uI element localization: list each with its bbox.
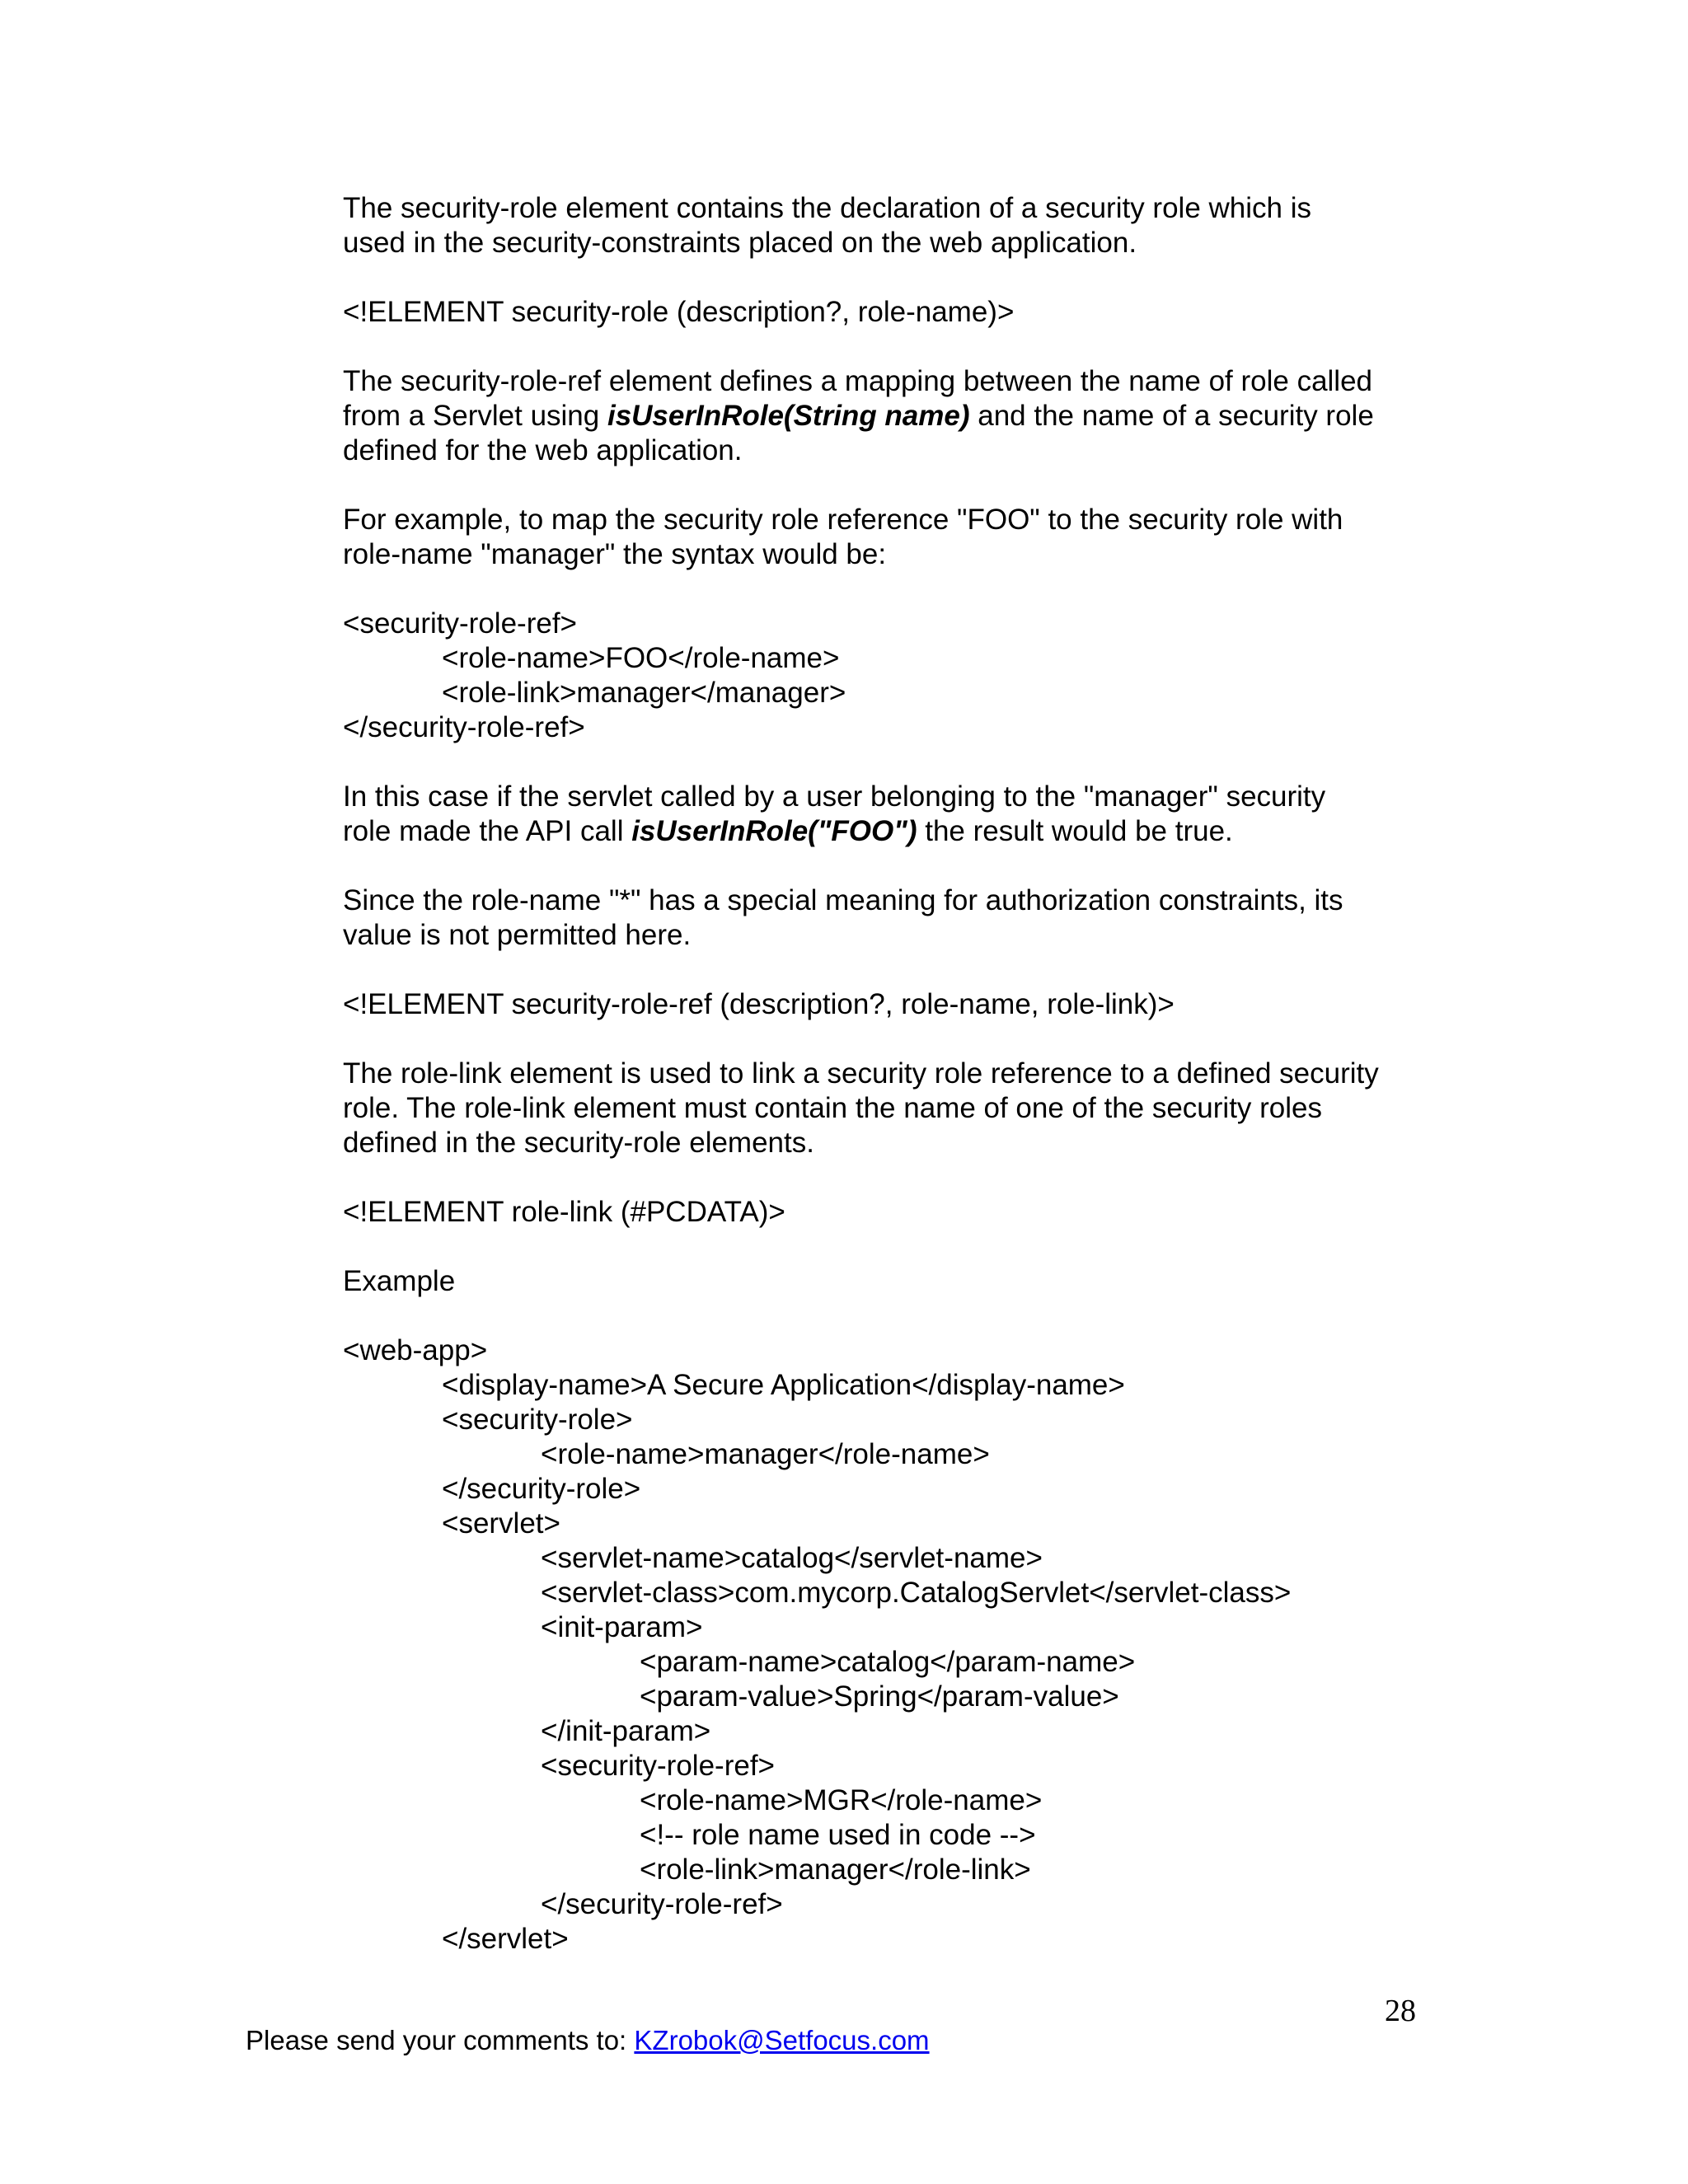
text-line: Since the role-name "*" has a special meaning for authorization constraints, its [343,884,1343,916]
text-line: defined for the web application. [343,434,743,466]
text-segment: role made the API call [343,815,632,847]
code-line: <display-name>A Secure Application</display-name> [442,1369,1125,1401]
footer [246,2024,930,2057]
text-line: The security-role element contains the declaration of a security role which is [343,192,1311,224]
footer-text: Please send your comments to: [246,2025,635,2055]
page-number: 28 [1385,1994,1416,2028]
text-line: role-name "manager" the syntax would be: [343,538,887,570]
code-line: <security-role-ref> [343,607,577,640]
footer-email-link[interactable]: KZrobok@Setfocus.com [634,2025,930,2055]
text-line: value is not permitted here. [343,919,692,951]
code-line: <servlet-name>catalog</servlet-name> [541,1542,1043,1574]
code-line: <role-link>manager</role-link> [640,1854,1031,1886]
paragraph-role-link [343,1057,1439,1160]
text-line: For example, to map the security role reference "FOO" to the security role with [343,504,1343,536]
text-line: <!ELEMENT role-link (#PCDATA)> [343,1196,785,1228]
text-line: defined in the security-role elements. [343,1127,814,1159]
code-line: <param-value>Spring</param-value> [640,1680,1119,1713]
example-heading [343,1264,1439,1299]
code-security-role-ref [343,607,1439,745]
text-segment: the result would be true. [917,815,1233,847]
text-line: role. The role-link element must contain the name of one of the security roles [343,1092,1323,1124]
code-line: <security-role> [442,1404,633,1436]
text-line: In this case if the servlet called by a user belonging to the "manager" security [343,780,1326,813]
code-line: <servlet> [442,1507,560,1540]
text-line: The security-role-ref element defines a mapping between the name of role called [343,365,1373,397]
method-emphasis: isUserInRole(String name) [607,400,970,432]
paragraph-security-role-ref [343,364,1439,468]
text-line [343,814,1439,849]
code-line: <role-name>FOO</role-name> [442,642,840,674]
document-body [343,191,1439,1991]
code-line: <role-name>MGR</role-name> [640,1784,1043,1816]
code-line: <init-param> [541,1611,703,1643]
method-emphasis: isUserInRole("FOO") [631,815,917,847]
code-line: <web-app> [343,1334,488,1366]
text-line: used in the security-constraints placed on the web application. [343,227,1137,259]
paragraph-security-role-intro [343,191,1439,260]
text-segment: from a Servlet using [343,400,607,432]
code-line: </security-role-ref> [343,711,585,743]
paragraph-role-name-star [343,883,1439,953]
dtd-security-role-ref [343,987,1439,1022]
code-line: <servlet-class>com.mycorp.CatalogServlet</servlet-class> [541,1577,1292,1609]
code-line: <security-role-ref> [541,1750,775,1782]
text-line: Example [343,1265,456,1297]
text-line [343,399,1439,434]
code-line: </servlet> [442,1923,569,1955]
code-line: <role-name>manager</role-name> [541,1438,990,1470]
code-web-app-example [343,1333,1439,1957]
code-line: </init-param> [541,1715,711,1747]
text-line: <!ELEMENT security-role-ref (description?, role-name, role-link)> [343,988,1175,1020]
code-line: <!-- role name used in code --> [640,1819,1036,1851]
code-line: </security-role> [442,1473,641,1505]
code-line: </security-role-ref> [541,1888,783,1920]
paragraph-in-this-case [343,780,1439,849]
dtd-role-link [343,1195,1439,1230]
text-line: The role-link element is used to link a security role reference to a defined security [343,1057,1379,1090]
paragraph-example-intro [343,503,1439,572]
text-segment: and the name of a security role [969,400,1374,432]
code-line: <param-name>catalog</param-name> [640,1646,1136,1678]
dtd-security-role [343,295,1439,330]
code-line: <role-link>manager</manager> [442,677,846,709]
text-line: <!ELEMENT security-role (description?, role-name)> [343,296,1015,328]
